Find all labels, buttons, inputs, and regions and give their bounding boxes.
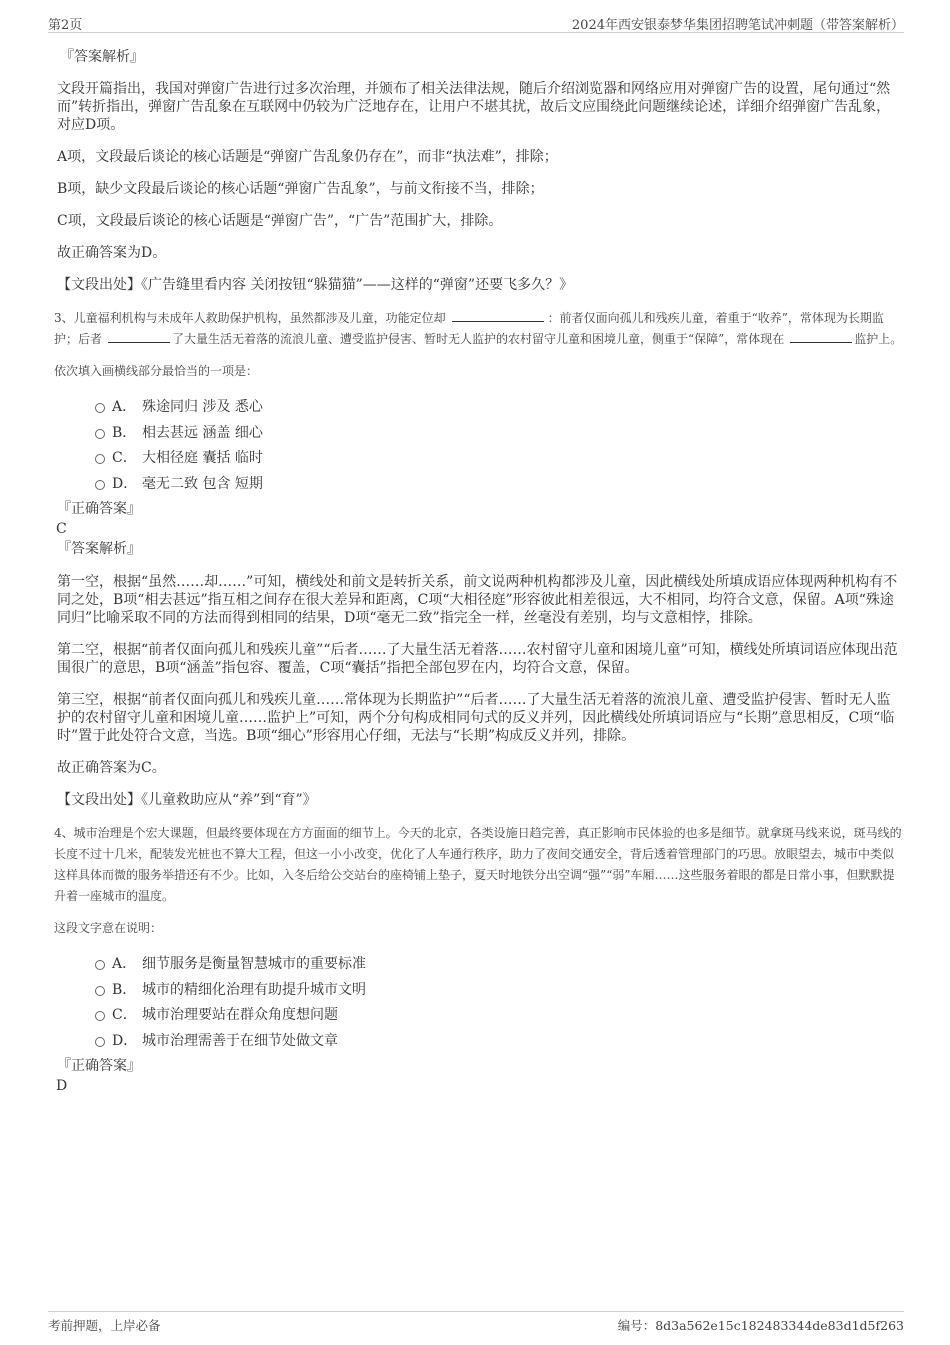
source-citation: 【文段出处】《儿童救助应从“养”到“育”》 [57, 792, 317, 808]
radio-icon[interactable] [95, 403, 105, 413]
question-4-options [95, 952, 904, 1054]
answer-title: 『正确答案』 [57, 501, 141, 517]
fill-blank [108, 330, 170, 343]
option-b[interactable]: B． 相去甚远 涵盖 细心 [95, 421, 904, 447]
question-3-prompt: 依次填入画横线部分最恰当的一项是： [54, 364, 259, 378]
page-content [54, 40, 904, 1096]
analysis-paragraph: A项，文段最后谈论的核心话题是“弹窗广告乱象仍存在”，而非“执法难”，排除； [57, 149, 558, 165]
radio-icon[interactable] [95, 1037, 105, 1047]
conclusion: 故正确答案为D。 [57, 245, 167, 261]
analysis-paragraph: C项，文段最后谈论的核心话题是“弹窗广告”，“广告”范围扩大，排除。 [57, 213, 503, 229]
option-a[interactable]: A． 细节服务是衡量智慧城市的重要标准 [95, 952, 904, 978]
radio-icon[interactable] [95, 960, 105, 970]
option-d[interactable]: D． 毫无二致 包含 短期 [95, 472, 904, 498]
correct-answer: D [56, 1078, 68, 1094]
analysis-paragraph: 文段开篇指出，我国对弹窗广告进行过多次治理，并颁布了相关法律法规，随后介绍浏览器和网络应用对弹窗广告的设置，尾句通过“然而”转折指出，弹窗广告乱象在互联网中仍较为广泛地存在，让用户不堪其扰，故后文应围绕此问题继续论述，详细介绍弹窗广告乱象，对应D项。 [57, 81, 891, 133]
option-d[interactable]: D． 城市治理需善于在细节处做文章 [95, 1029, 904, 1055]
footer-slogan: 考前押题，上岸必备 [48, 1318, 161, 1333]
analysis-paragraph: 第二空，根据“前者仅面向孤儿和残疾儿童”“后者……了大量生活无着落……农村留守儿童和困境儿童”可知，横线处所填词语应体现出范围很广的意思，B项“涵盖”指包容、覆盖，C项“囊括”指把全部包罗在内，均符合文意，保留。 [57, 642, 898, 676]
conclusion: 故正确答案为C。 [57, 760, 166, 776]
option-b[interactable]: B． 城市的精细化治理有助提升城市文明 [95, 978, 904, 1004]
analysis-paragraph: B项，缺少文段最后谈论的核心话题“弹窗广告乱象”，与前文衔接不当，排除； [57, 181, 544, 197]
page-footer [48, 1311, 904, 1336]
option-a[interactable]: A． 殊途同归 涉及 悉心 [95, 395, 904, 421]
analysis-paragraph: 第三空，根据“前者仅面向孤儿和残疾儿童……常体现为长期监护”“后者……了大量生活无着落的流浪儿童、遭受监护侵害、暂时无人监护的农村留守儿童和困境儿童……监护上”可知，两个分句构成相同句式的反义并列，因此横线处所填词语应与“长期”意思相反，C项“临时”置于此处符合文意，当选。B项“细心”形容用心仔细，无法与“长期”构成反义并列，排除。 [57, 692, 895, 744]
radio-icon[interactable] [95, 986, 105, 996]
page-header [48, 12, 904, 33]
question-4-stem: 4、城市治理是个宏大课题，但最终要体现在方方面面的细节上。今天的北京，各类设施日趋完善，真正影响市民体验的也多是细节。就拿斑马线来说，斑马线的长度不过十几米，配装发光桩也不算大工程，但这一小小改变，优化了人车通行秩序，助力了夜间交通安全，背后透着管理部门的巧思。放眼望去，城市中类似这样具体而微的服务举措还有不少。比如，入冬后给公交站台的座椅铺上垫子，夏天时地铁分出空调“强”“弱”车厢……这些服务着眼的都是日常小事，但默默提升着一座城市的温度。 [54, 826, 902, 903]
analysis-title: 『答案解析』 [57, 541, 141, 557]
document-title: 2024年西安银泰梦华集团招聘笔试冲刺题（带答案解析） [571, 18, 904, 33]
document-id: 编号：8d3a562e15c182483344de83d1d5f263 [617, 1318, 904, 1333]
radio-icon[interactable] [95, 480, 105, 490]
correct-answer: C [56, 521, 67, 537]
answer-title: 『正确答案』 [57, 1058, 141, 1074]
question-3-stem: 3、儿童福利机构与未成年人救助保护机构，虽然都涉及儿童，功能定位却 ：前者仅面向孤儿和残疾儿童，着重于“收养”，常体现为长期监护；后者 了大量生活无着落的流浪儿童、遭受监护侵害、暂时无人监护的农村留守儿童和困境儿童，侧重于“保障”，常体现在 监护上。 [54, 311, 903, 346]
option-c[interactable]: C． 大相径庭 囊括 临时 [95, 446, 904, 472]
radio-icon[interactable] [95, 454, 105, 464]
source-citation: 【文段出处】《广告缝里看内容 关闭按钮“躲猫猫”——这样的“弹窗”还要飞多久？》 [57, 277, 574, 293]
question-3-options [95, 395, 904, 497]
fill-blank [452, 309, 544, 322]
analysis-title: 『答案解析』 [60, 49, 144, 65]
radio-icon[interactable] [95, 1011, 105, 1021]
analysis-paragraph: 第一空，根据“虽然……却……”可知，横线处和前文是转折关系，前文说两种机构都涉及儿童，因此横线处所填成语应体现两种机构有不同之处，B项“相去甚远”指互相之间存在很大差异和距离，C项“大相径庭”形容彼此相差很远，大不相同，均符合文意，保留。A项“殊途同归”比喻采取不同的方法而得到相同的结果，D项“毫无二致”指完全一样，丝毫没有差别，均与文意相悖，排除。 [57, 574, 898, 626]
option-c[interactable]: C． 城市治理要站在群众角度想问题 [95, 1003, 904, 1029]
question-4-prompt: 这段文字意在说明： [54, 921, 163, 935]
radio-icon[interactable] [95, 429, 105, 439]
fill-blank [790, 330, 852, 343]
page-number: 第2页 [48, 18, 83, 33]
